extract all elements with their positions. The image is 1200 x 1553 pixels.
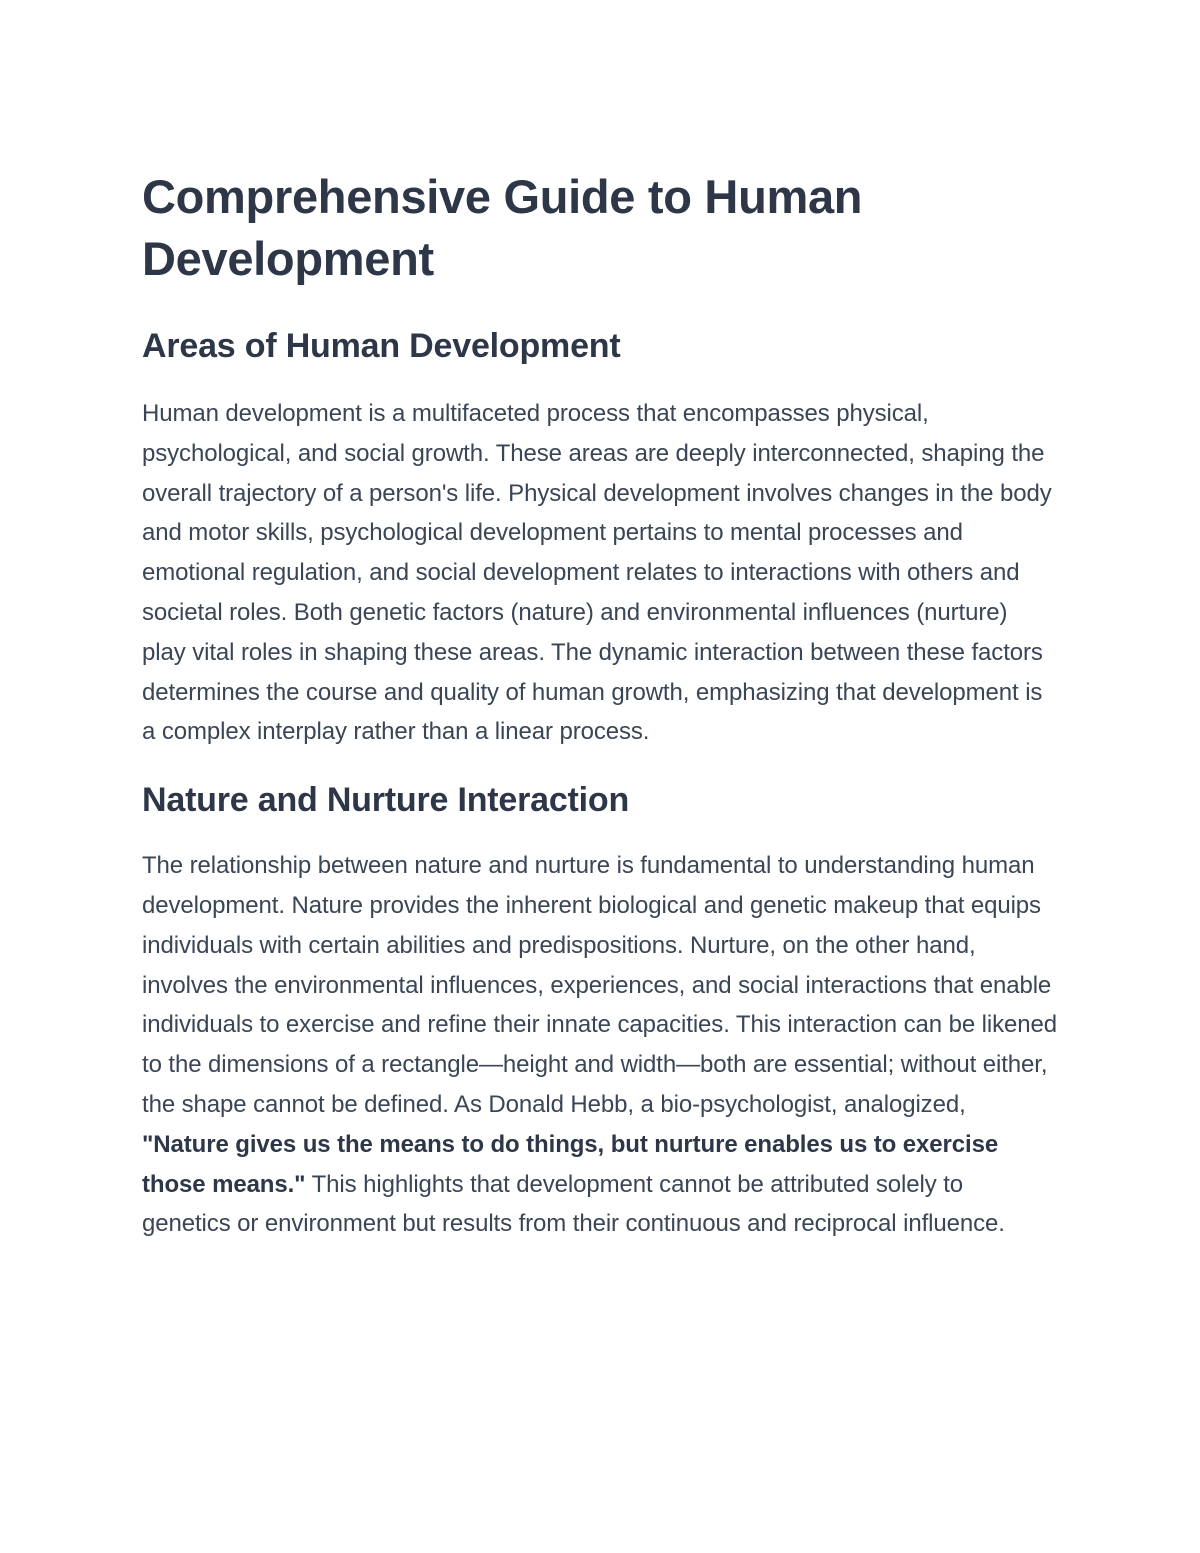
section-paragraph-areas: Human development is a multifaceted process that encompasses physical, psychological, and social growth. These areas are deeply interconnected, shaping the overall trajectory of a person's life. Physical development involves changes in the body and motor skills, psychological development pertains to mental processes and emotional regulation, and social development relates to interactions with others and societal roles. Both genetic factors (nature) and environmental influences (nurture) play vital roles in shaping these areas. The dynamic interaction between these factors determines the course and quality of human growth, emphasizing that development is a complex interplay rather than a linear process.	[142, 400, 1052, 746]
section-heading-nature-nurture: Nature and Nurture Interaction	[142, 781, 630, 820]
paragraph-text-before-quote: The relationship between nature and nurture is fundamental to understanding human development. Nature provides the inherent biological and genetic makeup that equips individuals with certain abilities and predispositions. Nurture, on the other hand, involves the environmental influences, experiences, and social interactions that enable individuals to exercise and refine their innate capacities. This interaction can be likened to the dimensions of a rectangle—height and width—both are essential; without either, the shape cannot be defined. As Donald Hebb, a bio-psychologist, analogized,	[142, 852, 1057, 1118]
section-heading-areas: Areas of Human Development	[142, 327, 621, 365]
document-page	[142, 166, 1057, 1244]
section-paragraph-nature-nurture	[142, 846, 1057, 1244]
paragraph-text-after-quote: This highlights that development cannot be attributed solely to genetics or environment but results from their continuous and reciprocal influence.	[142, 1170, 1005, 1238]
hebb-quote: "Nature gives us the means to do things, but nurture enables us to exercise those means."	[142, 1130, 999, 1198]
document-title: Comprehensive Guide to Human Development	[142, 170, 863, 285]
